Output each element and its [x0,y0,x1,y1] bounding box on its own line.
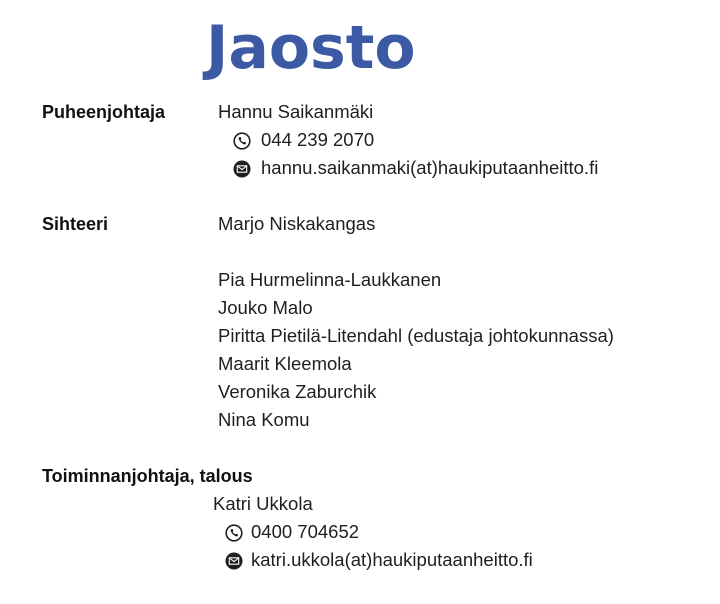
director-phone: 0400 704652 [251,521,360,542]
page-title: Jaosto [206,13,416,83]
role-director: Toiminnanjohtaja, talous [42,466,253,486]
member-name: Veronika Zaburchik [218,381,377,402]
chair-phone: 044 239 2070 [261,129,375,150]
secretary-name: Marjo Niskakangas [218,213,376,234]
role-chair: Puheenjohtaja [42,102,166,122]
chair-name: Hannu Saikanmäki [218,101,374,122]
email-icon [225,552,243,570]
member-name: Nina Komu [218,409,310,430]
member-name: Maarit Kleemola [218,353,352,374]
member-name: Piritta Pietilä-Litendahl (edustaja johtokunnassa) [218,325,614,346]
role-secretary: Sihteeri [42,214,109,234]
member-name: Jouko Malo [218,297,313,318]
email-icon [233,160,251,178]
phone-icon [233,132,251,150]
chair-email: hannu.saikanmaki(at)haukiputaanheitto.fi [261,157,599,178]
director-email: katri.ukkola(at)haukiputaanheitto.fi [251,549,533,570]
director-name: Katri Ukkola [213,493,313,514]
phone-icon [225,524,243,542]
member-name: Pia Hurmelinna-Laukkanen [218,269,442,290]
